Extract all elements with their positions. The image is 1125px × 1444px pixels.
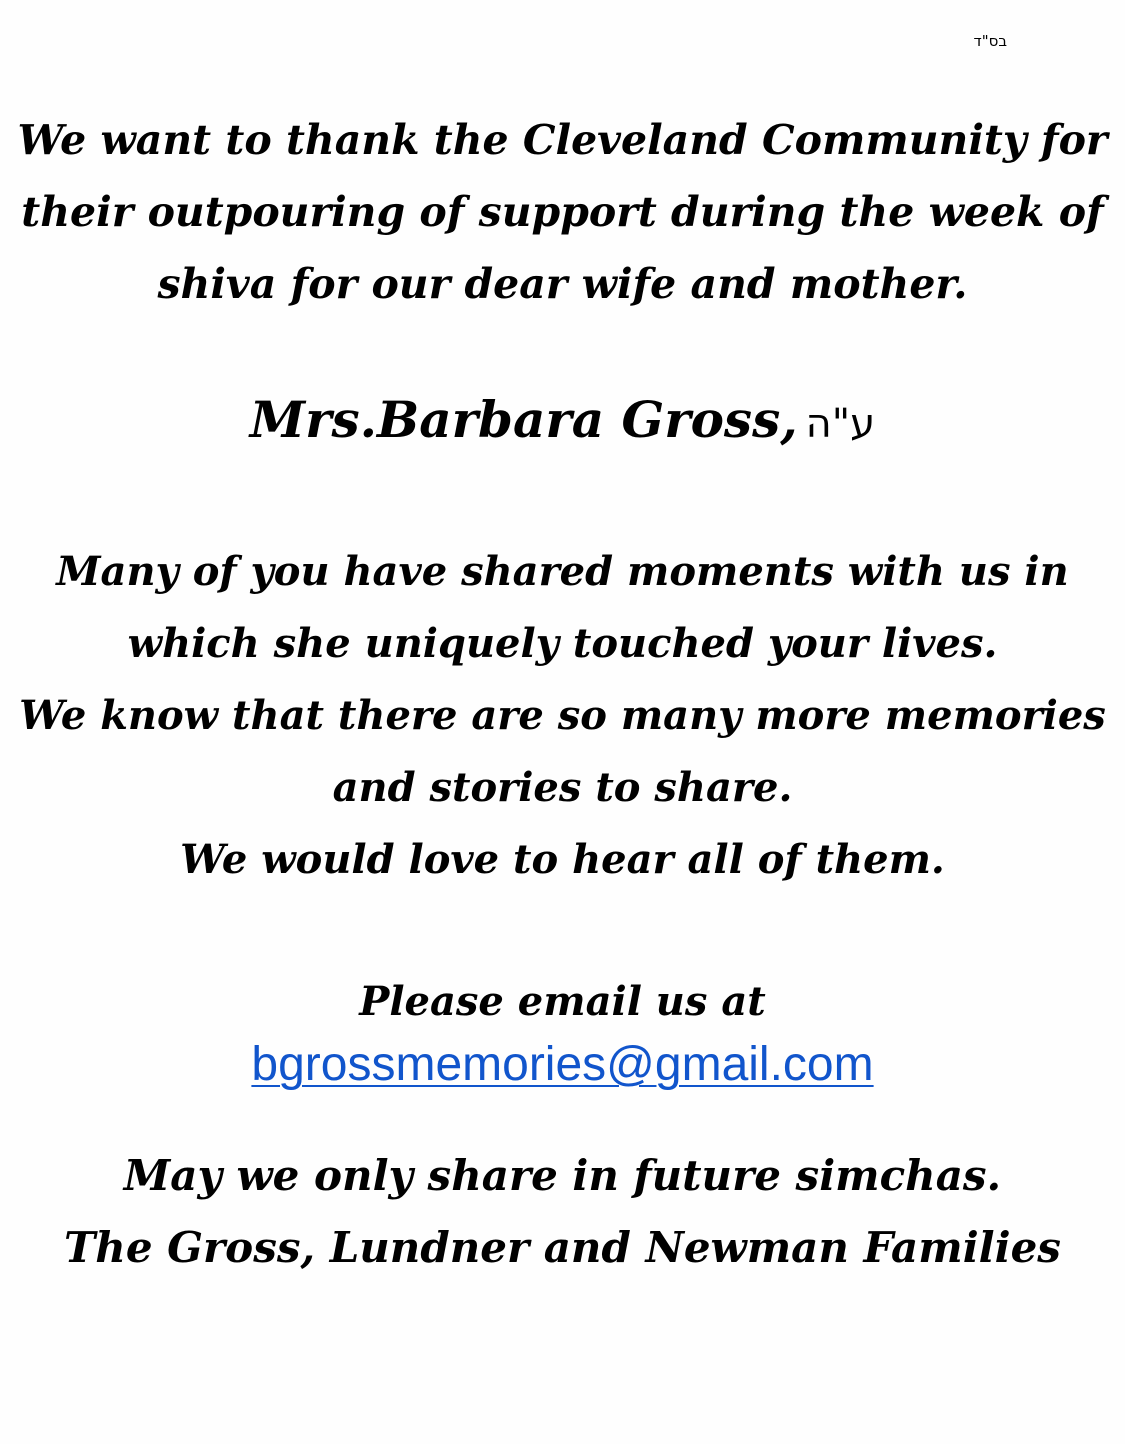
family-signature: The Gross, Lundner and Newman Families [64, 1223, 1061, 1272]
memories-line-2: which she uniquely touched your lives. [127, 620, 998, 667]
memories-paragraph [0, 536, 1125, 896]
closing-block [0, 1140, 1125, 1284]
intro-line-2: their outpouring of support during the week of [21, 188, 1104, 236]
honoree-hebrew-suffix: ע"ה [805, 401, 876, 447]
intro-line-1: We want to thank the Cleveland Community for [17, 116, 1108, 164]
bsd-header: בס"ד [973, 32, 1007, 50]
memories-line-3: We know that there are so many more memories [19, 692, 1106, 739]
intro-line-3: shiva for our dear wife and mother. [157, 260, 968, 308]
memories-line-5: We would love to hear all of them. [180, 836, 945, 883]
contact-block [0, 972, 1125, 1098]
honoree-name [0, 384, 1125, 460]
honoree-name-text: Mrs.Barbara Gross, [249, 390, 798, 449]
closing-wish: May we only share in future simchas. [123, 1151, 1002, 1200]
email-link[interactable]: bgrossmemories@gmail.com [251, 1038, 874, 1091]
memories-line-1: Many of you have shared moments with us in [56, 548, 1069, 595]
email-prompt: Please email us at [359, 978, 766, 1025]
thank-you-paragraph [0, 104, 1125, 320]
memories-line-4: and stories to share. [332, 764, 793, 811]
